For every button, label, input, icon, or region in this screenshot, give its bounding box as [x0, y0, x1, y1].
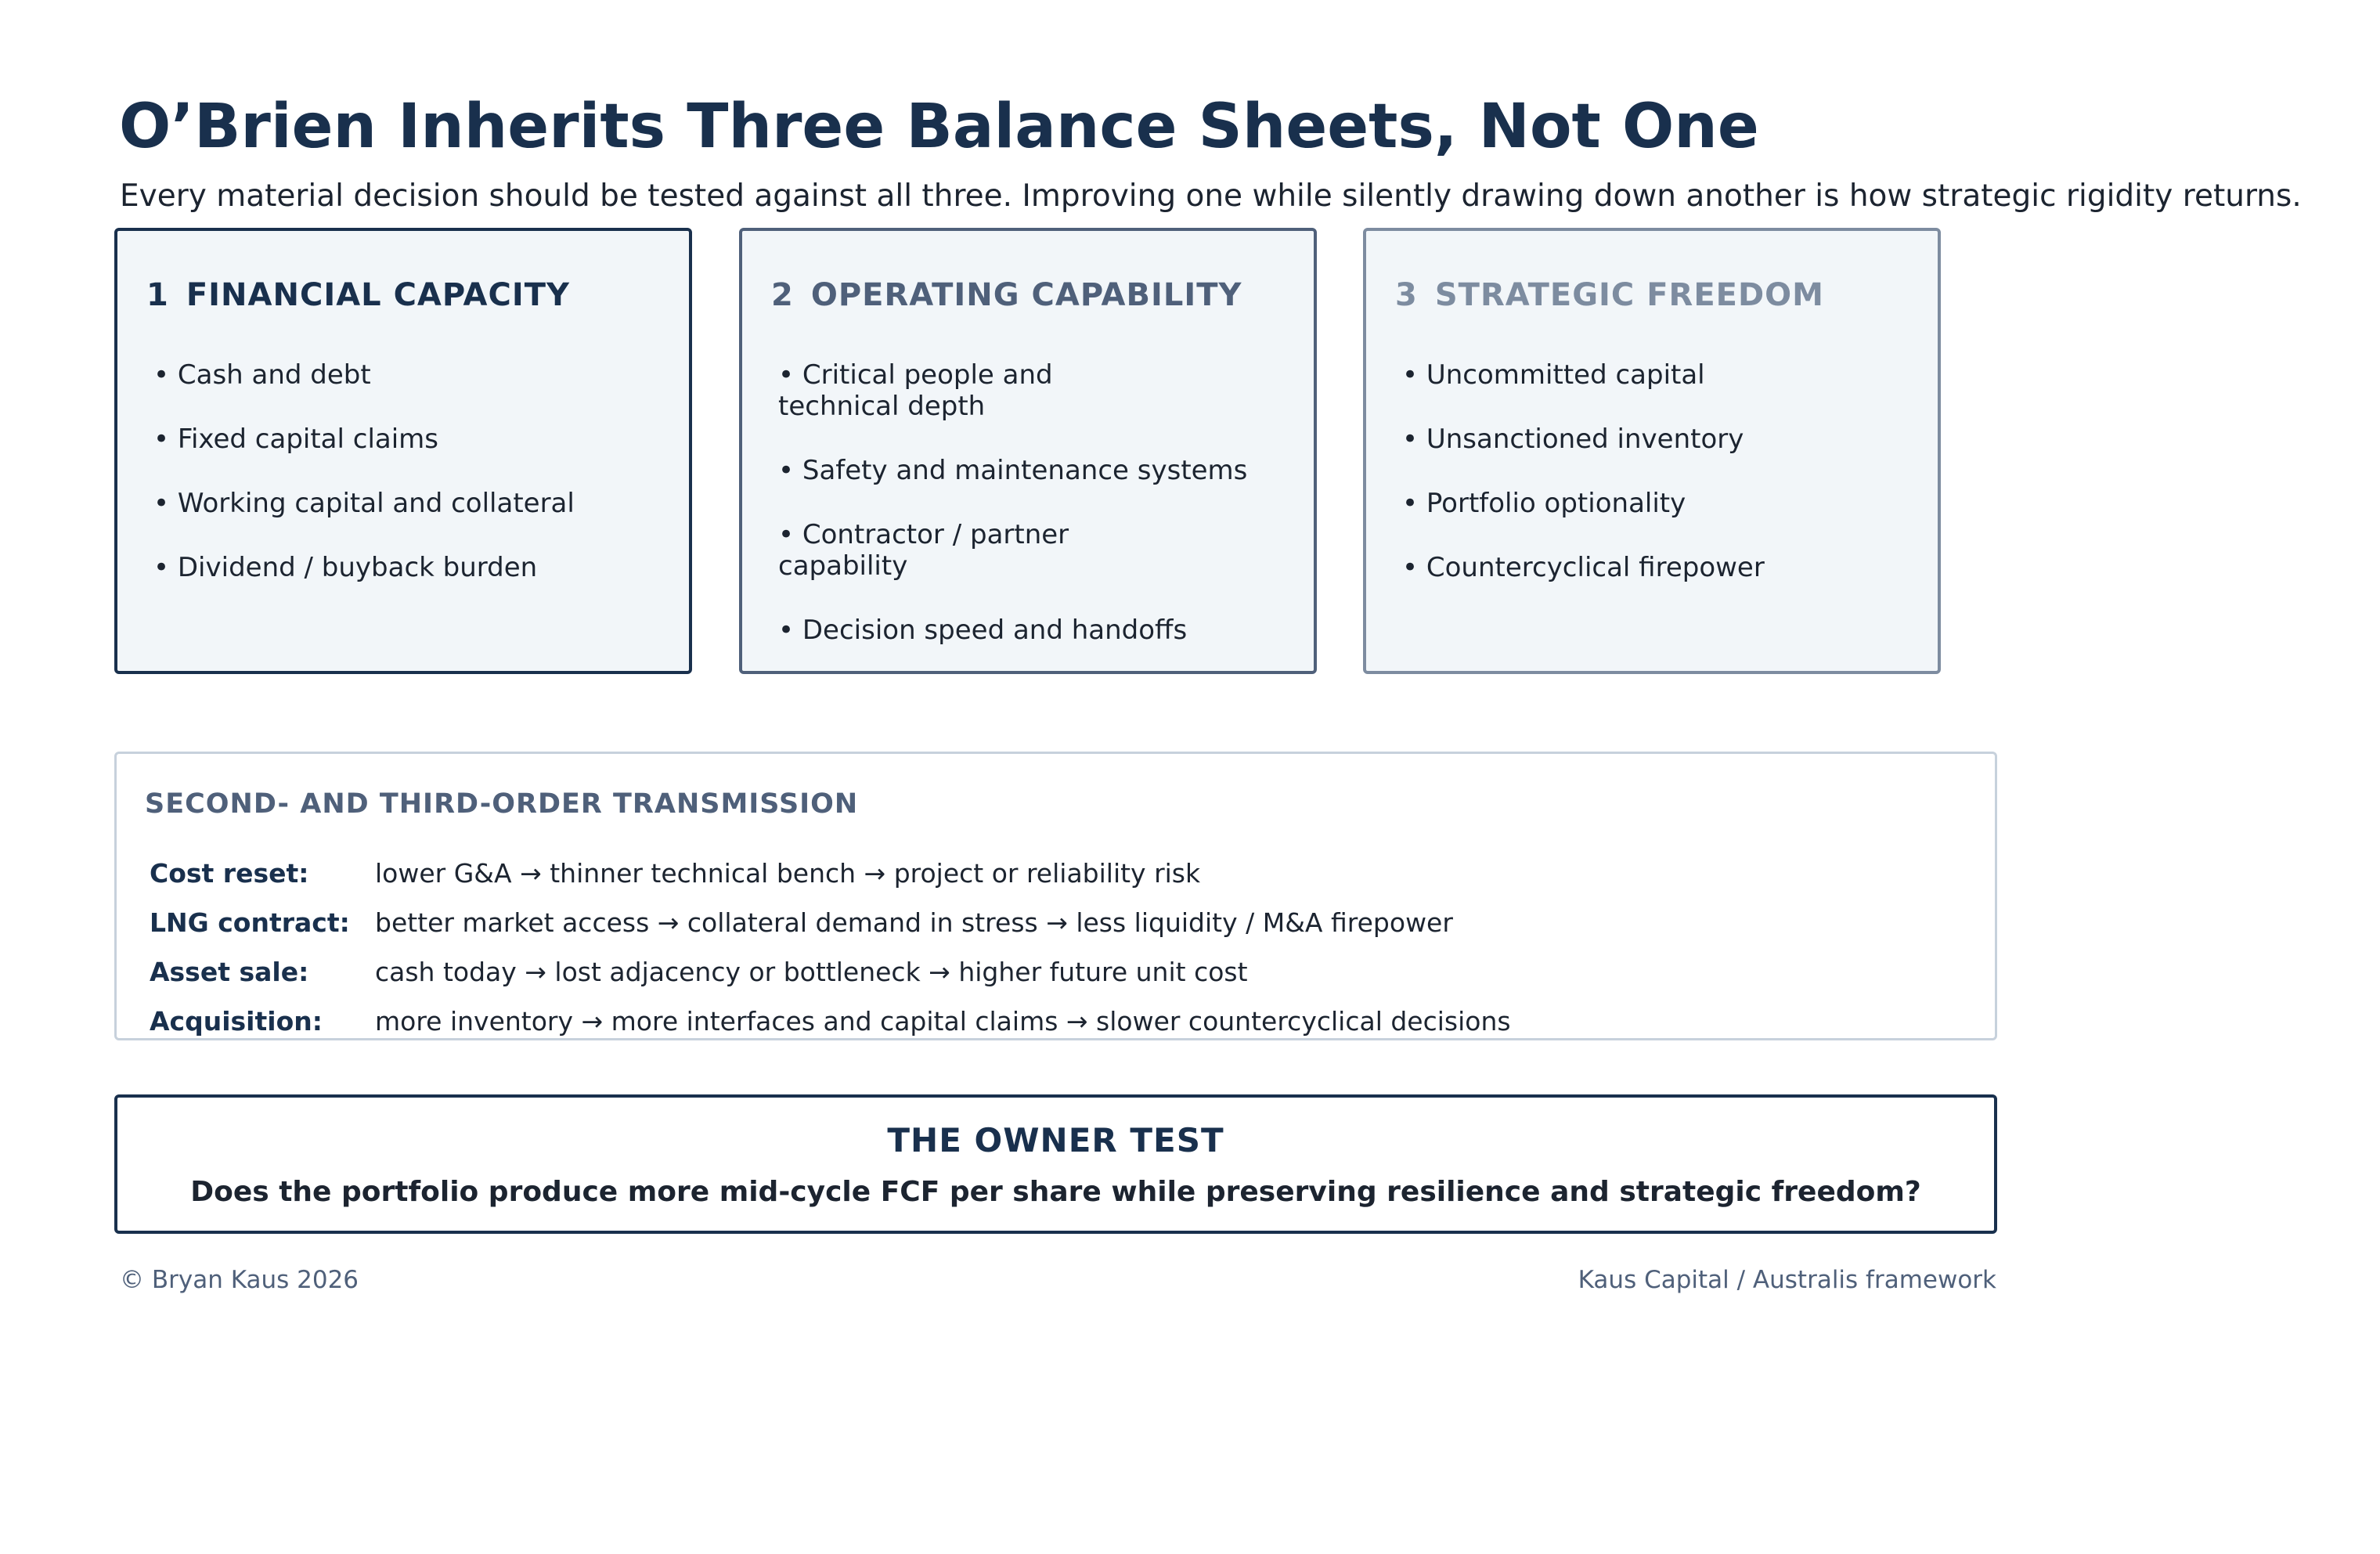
card-number: 1 [146, 277, 169, 313]
financial-capacity-card [114, 228, 692, 674]
list-item: • Portfolio optionality [1402, 488, 1914, 519]
list-item: • Uncommitted capital [1402, 359, 1914, 391]
card-item-list [778, 359, 1248, 679]
card-title-text: OPERATING CAPABILITY [810, 277, 1242, 313]
card-number: 3 [1395, 277, 1418, 313]
list-item: • Safety and maintenance systems [778, 455, 1279, 486]
card-title [771, 276, 1242, 314]
owner-test-question: Does the portfolio produce more mid-cycle FCF per share while preserving resilience and strategic freedom? [190, 1176, 1921, 1208]
source-text: Kaus Capital / Australis framework [1578, 1266, 1996, 1294]
card-item-list [1402, 359, 1914, 616]
page-title: O’Brien Inherits Three Balance Sheets, Not One [119, 92, 1759, 162]
owner-test-box [114, 1094, 1997, 1234]
list-item: • Dividend / buyback burden [153, 552, 665, 583]
list-item: • Unsanctioned inventory [1402, 424, 1914, 455]
transmission-row-text: better market access → collateral demand in stress → less liquidity / M&A firepower [375, 907, 1453, 938]
transmission-row [150, 907, 1453, 939]
list-item: • Critical people and technical depth [778, 359, 1076, 422]
page-subtitle: Every material decision should be tested against all three. Improving one while silently drawing down another is how strategic rigidity returns. [120, 178, 2302, 214]
card-title [1395, 276, 1824, 314]
transmission-row-label: Acquisition: [150, 1006, 323, 1037]
card-item-list [153, 359, 665, 616]
list-item: • Countercyclical firepower [1402, 552, 1914, 583]
card-title-text: STRATEGIC FREEDOM [1434, 277, 1824, 313]
transmission-row [150, 957, 1248, 988]
card-number: 2 [771, 277, 794, 313]
list-item: • Cash and debt [153, 359, 665, 391]
card-title-text: FINANCIAL CAPACITY [186, 277, 570, 313]
transmission-row-text: lower G&A → thinner technical bench → project or reliability risk [375, 858, 1201, 889]
transmission-row-label: Asset sale: [150, 957, 309, 987]
copyright-text: © Bryan Kaus 2026 [120, 1266, 359, 1294]
transmission-row-text: more inventory → more interfaces and capital claims → slower countercyclical decisions [375, 1006, 1511, 1037]
list-item: • Fixed capital claims [153, 424, 665, 455]
strategic-freedom-card [1363, 228, 1941, 674]
transmission-row [150, 858, 1200, 889]
transmission-panel [114, 752, 1997, 1040]
transmission-row [150, 1006, 1511, 1037]
owner-test-title: THE OWNER TEST [887, 1121, 1224, 1159]
list-item: • Contractor / partner capability [778, 519, 1076, 582]
list-item: • Working capital and collateral [153, 488, 665, 519]
list-item: • Decision speed and handoffs [778, 615, 1279, 646]
card-title [146, 276, 570, 314]
transmission-row-label: LNG contract: [150, 907, 350, 938]
transmission-row-text: cash today → lost adjacency or bottleneck → higher future unit cost [375, 957, 1248, 987]
operating-capability-card [739, 228, 1317, 674]
transmission-title: SECOND- AND THIRD-ORDER TRANSMISSION [145, 788, 859, 820]
transmission-row-label: Cost reset: [150, 858, 309, 889]
